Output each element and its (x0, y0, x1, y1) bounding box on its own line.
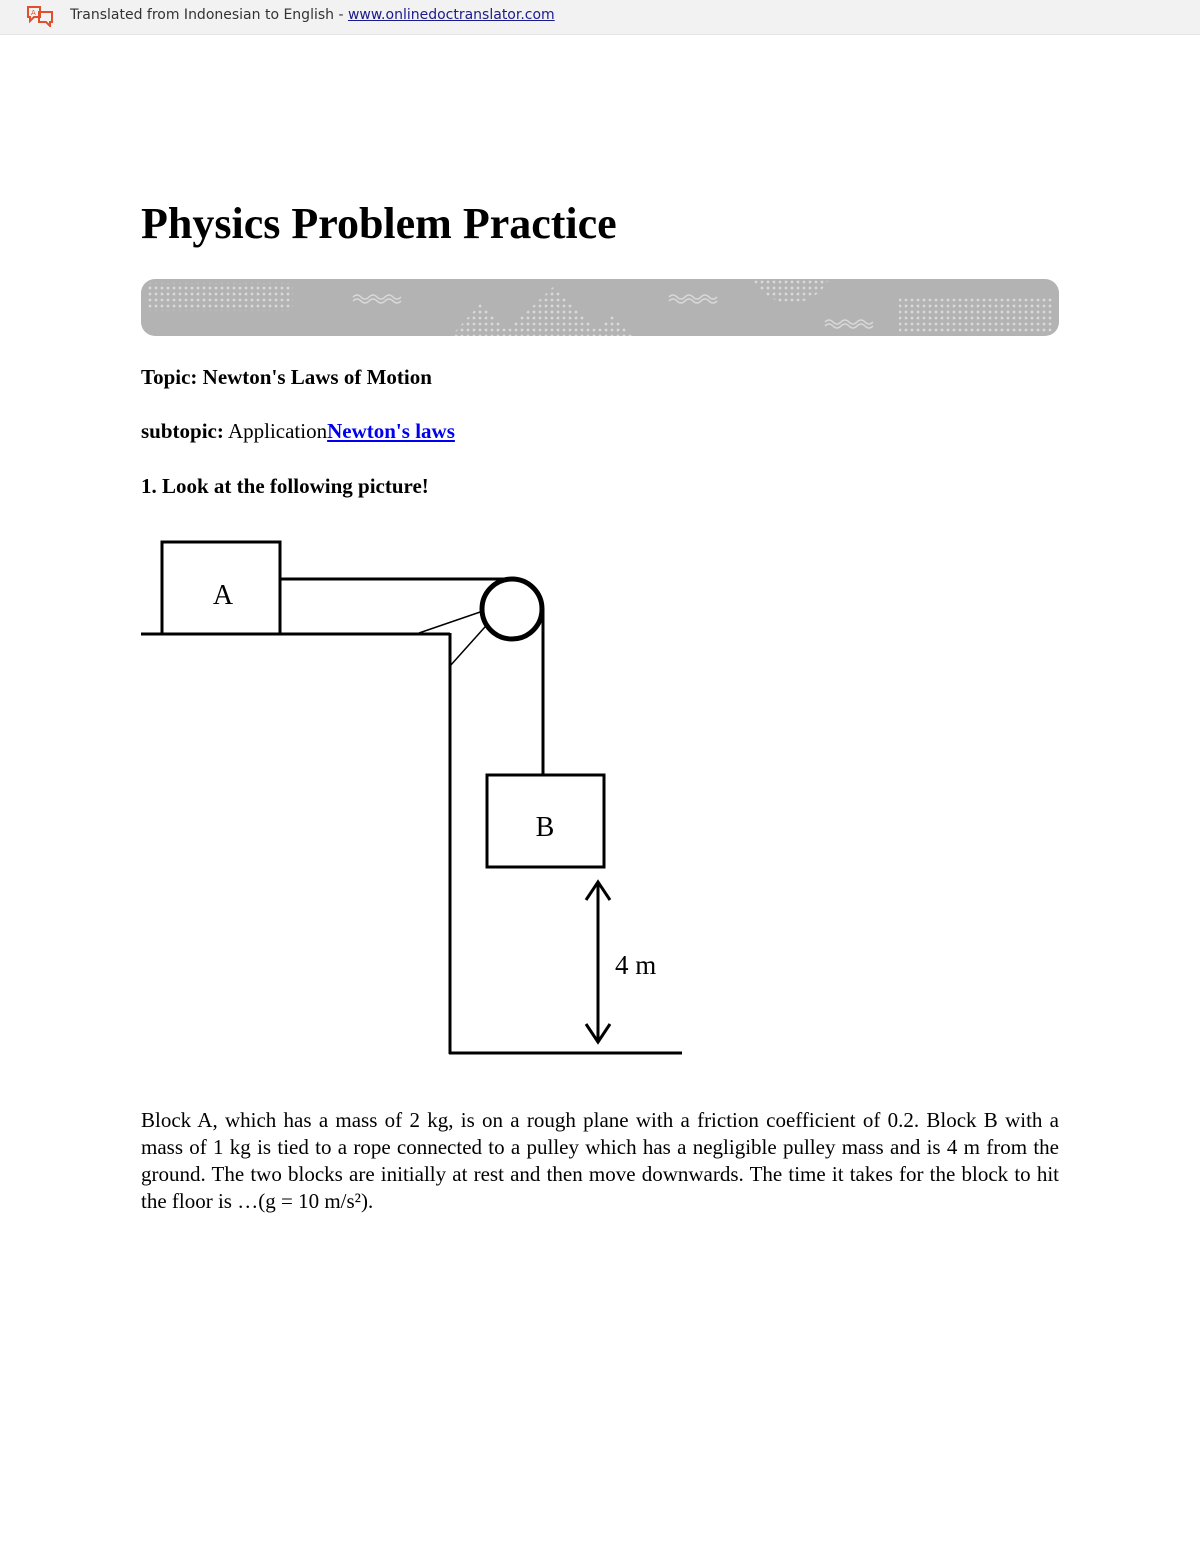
block-a-label: A (212, 580, 234, 611)
page-title: Physics Problem Practice (141, 199, 617, 248)
translator-link[interactable]: www.onlinedoctranslator.com (347, 7, 555, 23)
block-b-label: B (535, 812, 555, 843)
subtopic-label: subtopic: (141, 419, 224, 443)
pulley-diagram (141, 538, 686, 1058)
question-heading (141, 474, 429, 499)
topic-text: Topic: Newton's Laws of Motion (141, 365, 432, 389)
question-heading-text: 1. Look at the following picture! (141, 474, 429, 498)
translation-notice (70, 7, 555, 23)
height-label: 4 m (615, 950, 657, 980)
pulley-bracket (419, 610, 486, 633)
newtons-laws-link[interactable]: Newton's laws (327, 419, 455, 443)
pulley (482, 579, 542, 639)
translation-notice-text: Translated from Indonesian to English - (70, 7, 348, 23)
subtopic-value: Application (223, 419, 328, 443)
subtopic-line (141, 419, 455, 444)
svg-text:A: A (31, 9, 36, 17)
problem-text: Block A, which has a mass of 2 kg, is on a rough plane with a friction coefficient of 0.2. Block B with a mass of 1 kg is tied to a rope connected to a pulley which has a negligible pulley mass and is 4 m from the ground. The two blocks are initially at rest and then move downwards. The time it takes for the block to hit the floor is …(g = 10 m/s²). (141, 1108, 1059, 1213)
decorative-banner (141, 279, 1059, 336)
topic-label (141, 365, 432, 390)
translator-bar (0, 0, 1200, 35)
translator-logo-icon (26, 5, 54, 27)
